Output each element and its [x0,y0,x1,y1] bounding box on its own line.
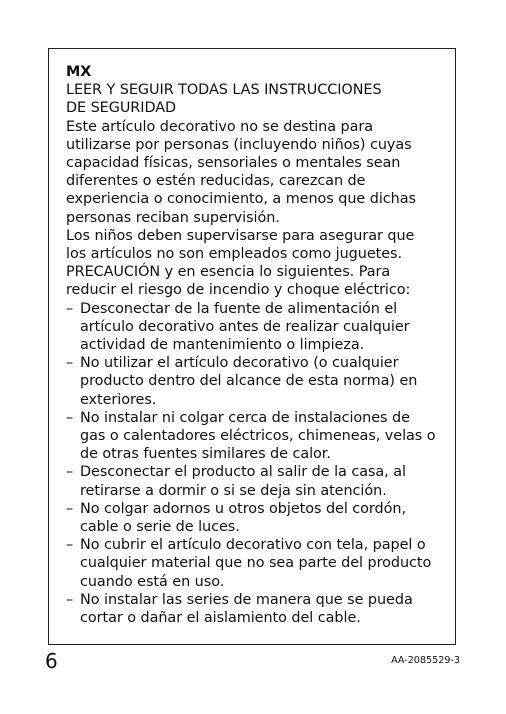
heading-line-1: LEER Y SEGUIR TODAS LAS INSTRUCCIONES [66,82,382,99]
precaution-item: – No cubrir el artículo decorativo con tela, papel o cualquier material que no sea parte del producto cuando está en uso. [66,536,438,591]
paragraph-supervision: Este artículo decorativo no se destina para utilizarse por personas (incluyendo niños) cuyas capacidad físicas, sensoriales o mentales sean diferentes o estén reducidas, carezcan de experiencia o conocimiento, a menos que dichas personas reciban supervisión. [66,118,416,226]
document-code: AA-2085529-3 [391,655,460,666]
precaution-item: – Desconectar el producto al salir de la casa, al retirarse a dormir o si se deja sin atención. [66,463,438,499]
paragraph-caution: PRECAUCIÓN y en esencia lo siguientes. Para reducir el riesgo de incendio y choque eléctrico: [66,264,411,299]
country-code: MX [66,64,92,80]
precaution-list [66,300,438,628]
heading-line-2: DE SEGURIDAD [66,100,177,117]
precaution-item: – No colgar adornos u otros objetos del cordón, cable o serie de luces. [66,500,438,536]
precaution-item: – Desconectar de la fuente de alimentación el artículo decorativo antes de realizar cualquier actividad de mantenimiento o limpieza. [66,300,438,355]
paragraph-children: Los niños deben supervisarse para asegurar que los artículos no son empleados como juguetes. [66,227,415,263]
precaution-item: – No instalar ni colgar cerca de instalaciones de gas o calentadores eléctricos, chimeneas, velas o de otras fuentes similares de calor. [66,409,438,464]
safety-instructions-text [66,63,438,627]
precaution-item: – No utilizar el artículo decorativo (o cualquier producto dentro del alcance de esta norma) en exteriores. [66,354,438,409]
precaution-item: – No instalar las series de manera que se pueda cortar o dañar el aislamiento del cable. [66,591,438,627]
page-number: 6 [45,649,58,673]
